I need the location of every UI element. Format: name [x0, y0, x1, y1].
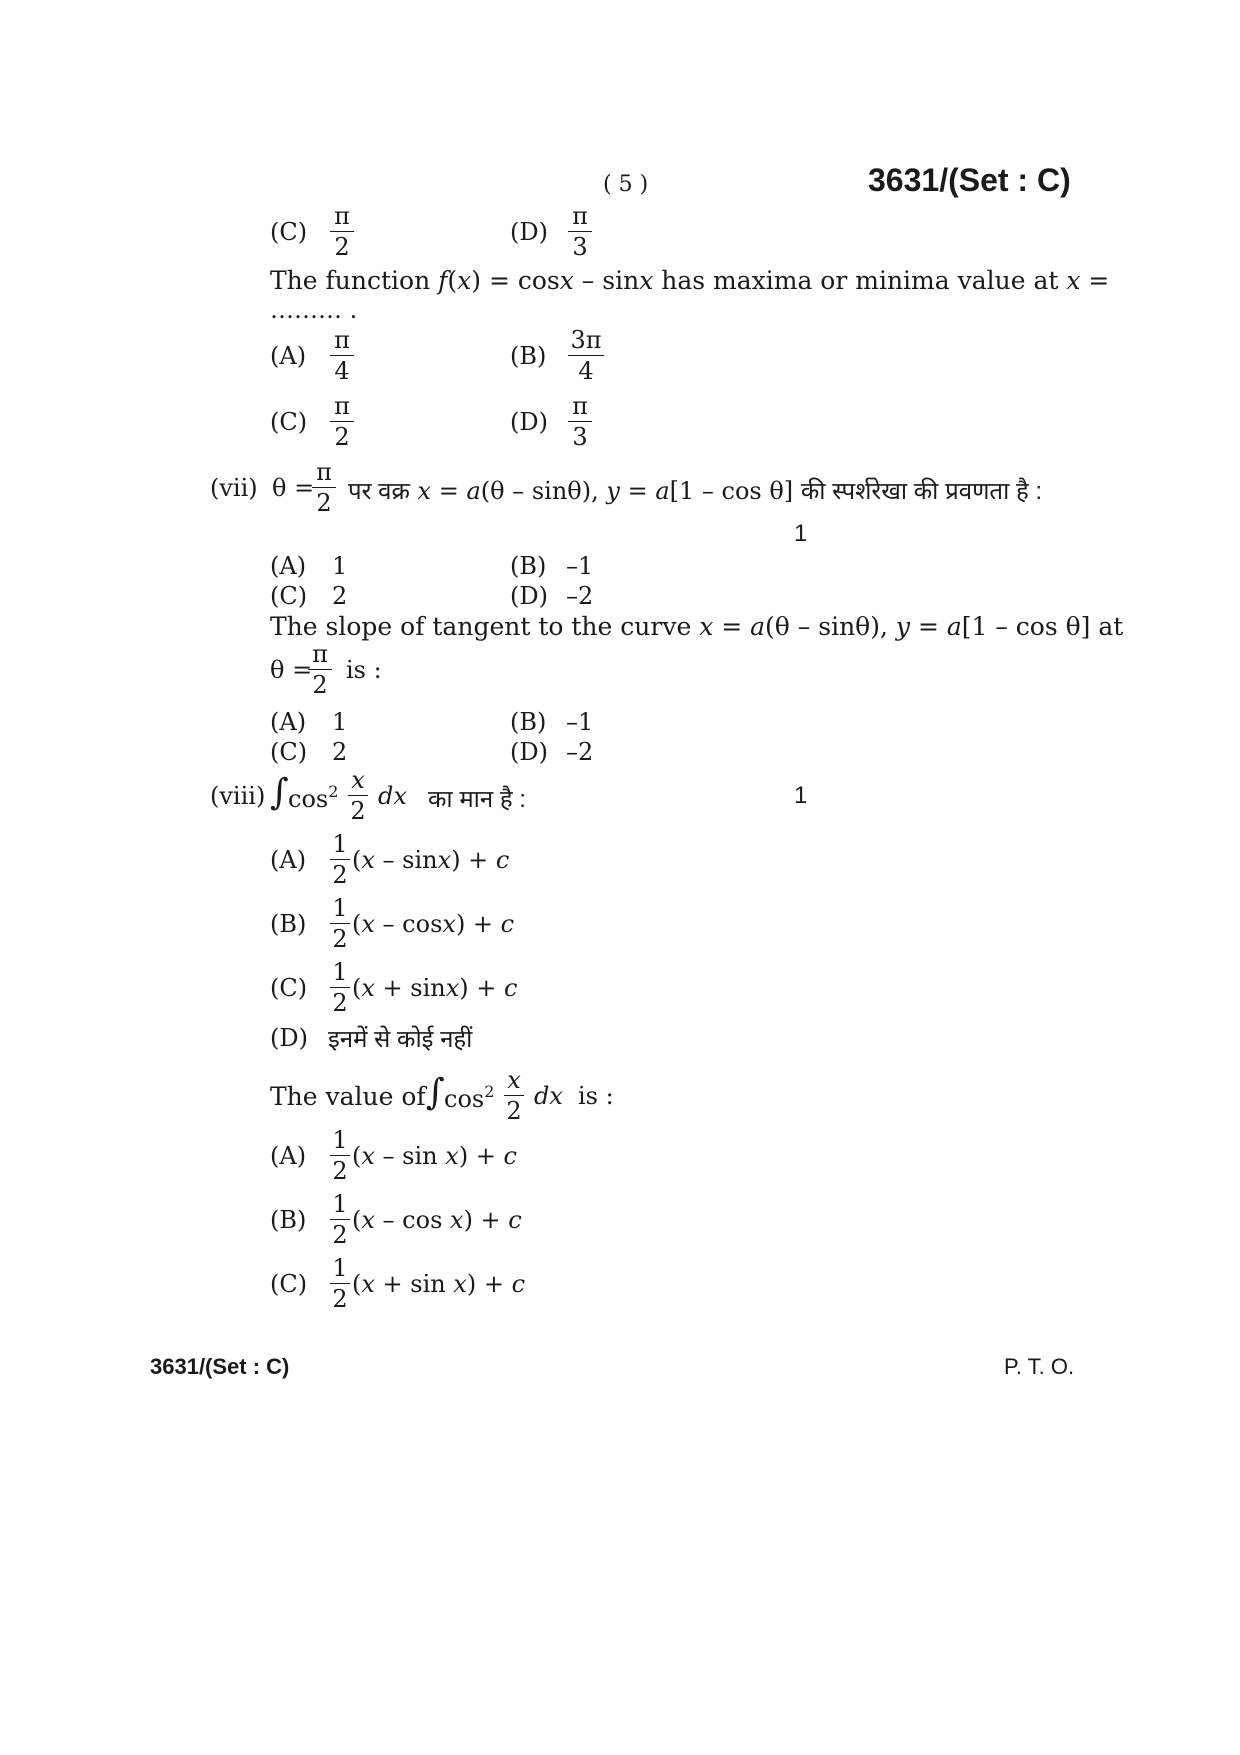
option-fraction: $\frac{3\pi}{4}$	[568, 328, 604, 383]
option-fraction: $\frac{\pi}{2}$	[330, 204, 354, 259]
cos-term: $\cos^2$	[288, 782, 339, 813]
option-label: (C)	[270, 974, 308, 1002]
half-fraction: $\frac{1}{2}$	[330, 832, 350, 887]
option-value: 1	[332, 708, 348, 736]
option-expression: (x – sin x) + c	[352, 1142, 517, 1170]
theta-fraction: $\frac{\pi}{2}$	[312, 460, 336, 515]
option-value: –1	[566, 552, 594, 580]
option-value: 2	[332, 582, 348, 610]
option-value: इनमें से कोई नहीं	[328, 1026, 473, 1053]
option-label: (D)	[510, 218, 548, 246]
half-fraction: $\frac{1}{2}$	[330, 1256, 350, 1311]
dx-term: dx	[534, 1082, 563, 1110]
option-expression: (x + sin x) + c	[352, 1270, 526, 1298]
question-number: (viii)	[210, 782, 266, 810]
question-text: is :	[578, 1082, 614, 1110]
option-expression: (x – sinx) + c	[352, 846, 510, 874]
option-value: –2	[566, 738, 594, 766]
option-label: (B)	[510, 342, 547, 370]
cos-term: $\cos^2$	[444, 1082, 495, 1113]
option-fraction: $\frac{\pi}{3}$	[568, 204, 592, 259]
dx-term: dx	[378, 782, 407, 810]
option-label: (B)	[510, 552, 547, 580]
option-value: 2	[332, 738, 348, 766]
option-label: (A)	[270, 552, 307, 580]
question-text: The value of	[270, 1082, 426, 1111]
footer-pto: P. T. O.	[1004, 1354, 1075, 1379]
option-label: (A)	[270, 1142, 307, 1170]
option-label: (D)	[270, 1024, 308, 1052]
option-fraction: $\frac{\pi}{2}$	[330, 394, 354, 449]
option-label: (D)	[510, 738, 548, 766]
x-over-2-fraction: $\frac{x}{2}$	[504, 1068, 524, 1123]
answer-blank: ……… .	[270, 296, 358, 324]
question-number: (vii)	[210, 474, 258, 502]
paper-code: 3631/(Set : C)	[868, 162, 1071, 198]
option-label: (B)	[270, 1206, 307, 1234]
option-label: (A)	[270, 846, 307, 874]
page-number: ( 5 )	[603, 172, 649, 197]
option-label: (C)	[270, 1270, 308, 1298]
half-fraction: $\frac{1}{2}$	[330, 960, 350, 1015]
option-label: (C)	[270, 582, 308, 610]
option-label: (A)	[270, 708, 307, 736]
option-label: (B)	[270, 910, 307, 938]
option-label: (C)	[270, 218, 308, 246]
footer-code: 3631/(Set : C)	[150, 1354, 290, 1379]
theta-equals: θ =	[270, 656, 313, 684]
question-text: पर वक्र x = a(θ – sinθ), y = a[1 – cos θ] की स्पर्शरेखा की प्रवणता है :	[348, 477, 1043, 505]
theta-fraction: $\frac{\pi}{2}$	[308, 642, 332, 697]
option-fraction: $\frac{\pi}{3}$	[568, 394, 592, 449]
option-expression: (x + sinx) + c	[352, 974, 518, 1002]
option-value: –2	[566, 582, 594, 610]
half-fraction: $\frac{1}{2}$	[330, 896, 350, 951]
half-fraction: $\frac{1}{2}$	[330, 1192, 350, 1247]
question-text: का मान है :	[428, 786, 526, 813]
option-label: (C)	[270, 738, 308, 766]
question-text: The function f(x) = cosx – sinx has maxima or minima value at x =	[270, 266, 1110, 295]
option-expression: (x – cos x) + c	[352, 1206, 522, 1234]
option-label: (A)	[270, 342, 307, 370]
option-value: –1	[566, 708, 594, 736]
marks: 1	[794, 520, 808, 547]
option-label: (D)	[510, 408, 548, 436]
option-label: (B)	[510, 708, 547, 736]
theta-equals: θ =	[272, 474, 315, 502]
option-value: 1	[332, 552, 348, 580]
option-expression: (x – cosx) + c	[352, 910, 515, 938]
marks: 1	[794, 782, 808, 809]
question-text: The slope of tangent to the curve x = a(θ – sinθ), y = a[1 – cos θ] at	[270, 612, 1124, 641]
integral-sign: ∫	[426, 1072, 445, 1113]
integral-sign: ∫	[270, 772, 289, 813]
option-label: (C)	[270, 408, 308, 436]
option-label: (D)	[510, 582, 548, 610]
question-text: is :	[346, 656, 382, 684]
x-over-2-fraction: $\frac{x}{2}$	[348, 768, 368, 823]
option-fraction: $\frac{\pi}{4}$	[330, 328, 354, 383]
half-fraction: $\frac{1}{2}$	[330, 1128, 350, 1183]
